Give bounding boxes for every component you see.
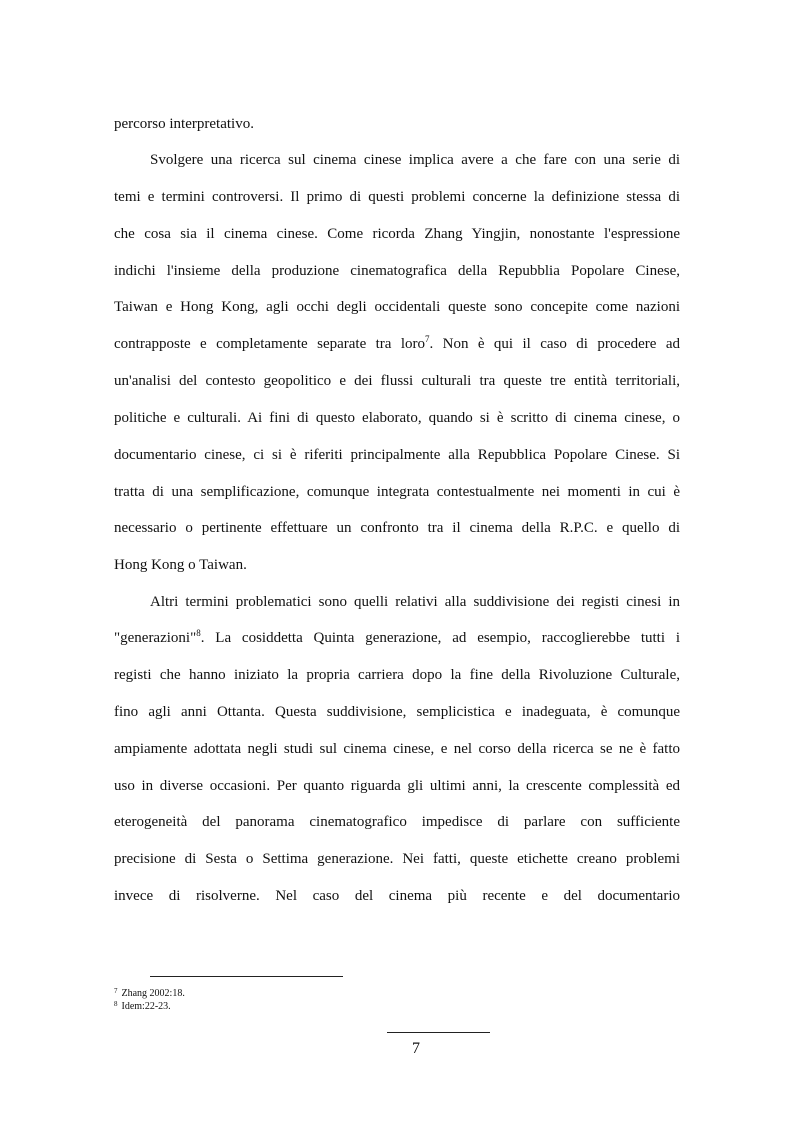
body-line: [150, 150, 680, 170]
body-line: [114, 776, 680, 796]
text: . Non è qui il caso di procedere ad: [429, 336, 681, 352]
text: Altri termini problematici sono quelli relativi alla suddivisione dei registi cinesi in: [150, 594, 680, 610]
text: eterogeneità del panorama cinematografico impedisce di parlare con sufficiente: [114, 814, 680, 830]
footnote-text: Zhang 2002:18.: [121, 988, 185, 999]
body-line: [114, 297, 680, 317]
text: che cosa sia il cinema cinese. Come ricorda Zhang Yingjin, nonostante l'espressione: [114, 226, 680, 242]
text: politiche e culturali. Ai fini di questo elaborato, quando si è scritto di cinema cinese, o: [114, 410, 680, 426]
text: "generazioni": [114, 630, 197, 646]
body-line: [114, 886, 680, 906]
body-line: [114, 187, 680, 207]
footnote-ref-8[interactable]: 8: [196, 628, 201, 638]
body-line: [114, 445, 680, 465]
body-line: [114, 739, 680, 759]
text: tratta di una semplificazione, comunque integrata contestualmente nei momenti in cui è: [114, 484, 680, 500]
body-line: [114, 702, 680, 722]
body-line: [114, 628, 680, 648]
text: indichi l'insieme della produzione cinematografica della Repubblia Popolare Cinese,: [114, 263, 680, 279]
footnote-text: Idem:22-23.: [121, 1001, 171, 1012]
footnote-ref-7[interactable]: 7: [425, 334, 430, 344]
body-line: [114, 371, 680, 391]
text: Hong Kong o Taiwan.: [114, 557, 247, 573]
footnote-mark: 7: [114, 987, 118, 995]
text: temi e termini controversi. Il primo di questi problemi concerne la definizione stessa di: [114, 189, 680, 205]
body-line: [150, 592, 680, 612]
footnote-separator: [150, 976, 343, 977]
body-line: [114, 261, 680, 281]
body-line: [114, 408, 680, 428]
text: invece di risolverne. Nel caso del cinema più recente e del documentario: [114, 888, 680, 904]
body-line: [114, 334, 680, 354]
text: contrapposte e completamente separate tra loro: [114, 336, 426, 352]
footnote-mark: 8: [114, 1000, 118, 1008]
page-number-rule: [387, 1032, 490, 1033]
text: uso in diverse occasioni. Per quanto riguarda gli ultimi anni, la crescente complessità ed: [114, 778, 680, 794]
text: precisione di Sesta o Settima generazione. Nei fatti, queste etichette creano problemi: [114, 851, 680, 867]
text: registi che hanno iniziato la propria carriera dopo la fine della Rivoluzione Culturale,: [114, 667, 680, 683]
text: documentario cinese, ci si è riferiti principalmente alla Repubblica Popolare Cinese. Si: [114, 447, 680, 463]
body-line: [114, 114, 680, 134]
text: fino agli anni Ottanta. Questa suddivisione, semplicistica e inadeguata, è comunque: [114, 704, 680, 720]
page-number: 7: [412, 1040, 420, 1057]
text: Taiwan e Hong Kong, agli occhi degli occidentali queste sono concepite come nazioni: [114, 299, 680, 315]
body-line: [114, 482, 680, 502]
body-line: [114, 224, 680, 244]
text: ampiamente adottata negli studi sul cinema cinese, e nel corso della ricerca se ne è fatto: [114, 741, 680, 757]
text: percorso interpretativo.: [114, 116, 254, 132]
footnote-8: [114, 998, 171, 1013]
body-line: [114, 812, 680, 832]
body-line: [114, 518, 680, 538]
body-line: [114, 665, 680, 685]
text: . La cosiddetta Quinta generazione, ad esempio, raccoglierebbe tutti i: [200, 630, 680, 646]
text: Svolgere una ricerca sul cinema cinese implica avere a che fare con una serie di: [150, 152, 680, 168]
body-line: [114, 849, 680, 869]
body-line: [114, 555, 680, 575]
text: necessario o pertinente effettuare un confronto tra il cinema della R.P.C. e quello di: [114, 520, 680, 536]
text: un'analisi del contesto geopolitico e dei flussi culturali tra queste tre entità territoriali,: [114, 373, 680, 389]
